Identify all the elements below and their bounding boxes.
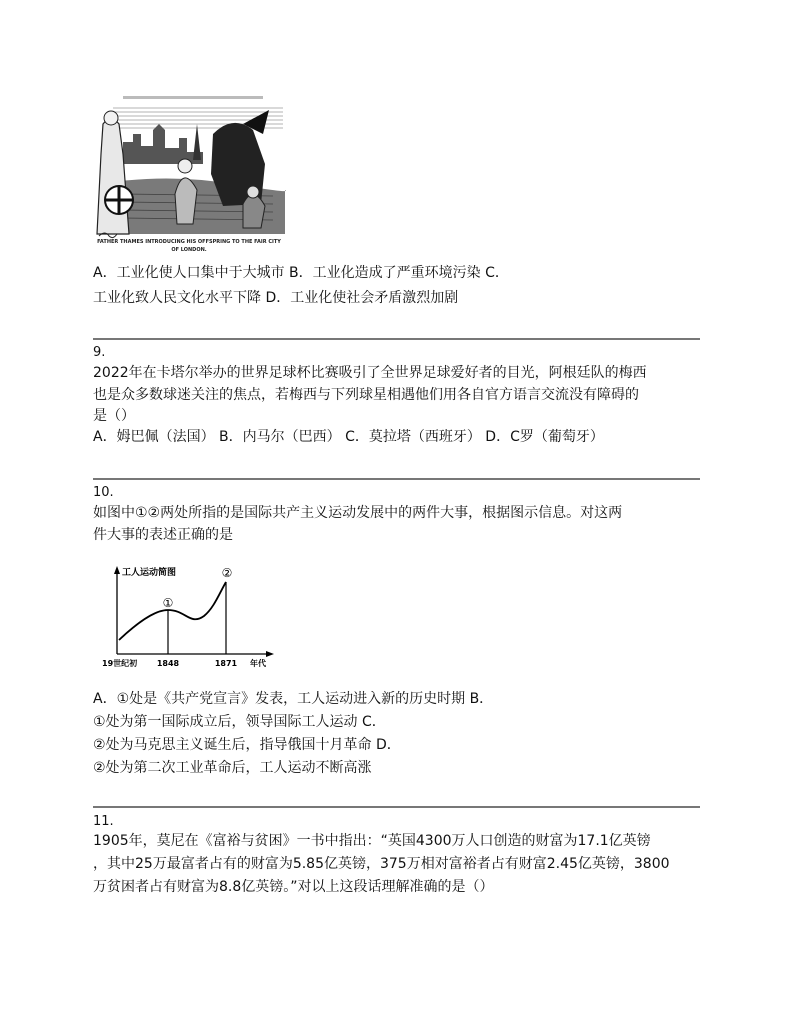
q10-options-line4: ②处为第二次工业革命后，工人运动不断高涨 [93, 760, 372, 776]
cartoon-illustration [93, 94, 285, 253]
question-number: 10. [93, 485, 114, 500]
q8-options-line1: A．工业化使人口集中于大城市 B．工业化造成了严重环境污染 C． [93, 265, 509, 281]
question-number: 9. [93, 345, 106, 360]
q11-stem-line3: 万贫困者占有财富为8.8亿英镑。”对以上这段话理解准确的是（） [93, 879, 494, 895]
marker-1: ① [162, 596, 174, 610]
divider [93, 478, 700, 480]
q10-stem-line2: 件大事的表述正确的是 [93, 527, 233, 543]
movement-curve [119, 582, 226, 640]
q10-stem-line1: 如图中①②两处所指的是国际共产主义运动发展中的两件大事，根据图示信息。对这两 [93, 505, 623, 521]
workers-movement-chart [100, 562, 290, 670]
q9-stem-line3: 是（） [93, 408, 135, 424]
cartoon-caption: FATHER THAMES INTRODUCING HIS OFFSPRING TO THE FAIR CITY OF LONDON. [97, 239, 281, 253]
q9-options: A．姆巴佩（法国） B．内马尔（巴西） C．莫拉塔（西班牙） D．C罗（葡萄牙） [93, 429, 604, 445]
x-axis-label: 年代 [250, 659, 266, 668]
q11-stem-line1: 1905年，莫尼在《富裕与贫困》一书中指出：“英国4300万人口创造的财富为17.1亿英镑 [93, 833, 651, 849]
question-number: 11. [93, 814, 114, 829]
q8-options-line2: 工业化致人民文化水平下降 D．工业化使社会矛盾激烈加剧 [93, 290, 459, 306]
q9-stem-line1: 2022年在卡塔尔举办的世界足球杯比赛吸引了全世界足球爱好者的目光，阿根廷队的梅西 [93, 365, 647, 381]
divider [93, 338, 700, 340]
marker-2: ② [221, 566, 233, 580]
x-tick-1871: 1871 [214, 659, 238, 668]
q10-options-line3: ②处为马克思主义诞生后，指导俄国十月革命 D． [93, 737, 401, 753]
x-axis-arrow [266, 651, 274, 657]
divider [93, 806, 700, 808]
chart-title: 工人运动简图 [122, 568, 177, 578]
q9-stem-line2: 也是众多数球迷关注的焦点，若梅西与下列球星相遇他们用各自官方语言交流没有障碍的 [93, 387, 639, 403]
q10-options-line2: ①处为第一国际成立后，领导国际工人运动 C． [93, 714, 386, 730]
q10-options-line1: A．①处是《共产党宣言》发表，工人运动进入新的历史时期 B． [93, 691, 494, 707]
x-tick-start: 19世纪初 [102, 659, 138, 668]
x-tick-1848: 1848 [156, 659, 180, 668]
cartoon-drawing [93, 94, 285, 253]
q11-stem-line2: ，其中25万最富者占有的财富为5.85亿英镑，375万相对富裕者占有财富2.45亿英镑，3800 [93, 856, 670, 872]
y-axis-arrow [114, 566, 120, 574]
